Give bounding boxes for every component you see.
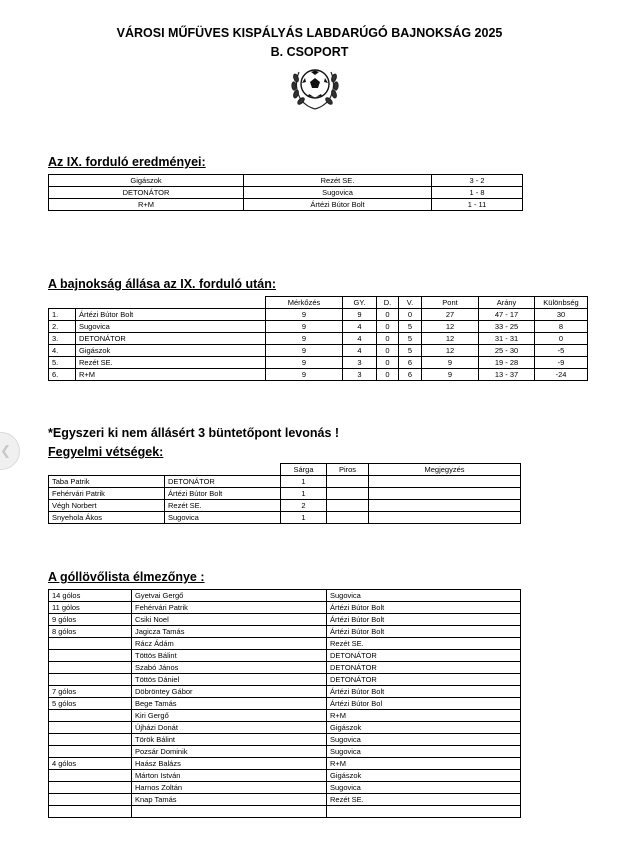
scorers-table <box>48 589 521 818</box>
discipline-row <box>49 476 521 488</box>
goal-difference-cell: -24 <box>535 369 588 381</box>
goal-difference-cell: -9 <box>535 357 588 369</box>
player-cell: Bege Tamás <box>132 698 327 710</box>
team-cell: Sugovica <box>327 782 521 794</box>
red-card-cell <box>327 476 369 488</box>
points-cell: 27 <box>422 309 479 321</box>
draws-cell: 0 <box>377 357 399 369</box>
wins-cell: 4 <box>343 345 377 357</box>
goal-ratio-cell: 47 - 17 <box>479 309 535 321</box>
player-cell: Újházi Donát <box>132 722 327 734</box>
scorer-row <box>49 782 521 794</box>
matches-cell: 9 <box>266 309 343 321</box>
goals-cell: 11 gólos <box>49 602 132 614</box>
losses-cell: 6 <box>399 357 422 369</box>
position-cell: 2. <box>49 321 76 333</box>
position-cell: 4. <box>49 345 76 357</box>
yellow-card-cell: 1 <box>281 512 327 524</box>
note-cell <box>369 476 521 488</box>
goal-difference-cell: 30 <box>535 309 588 321</box>
player-cell: Töttös Bálint <box>132 650 327 662</box>
standings-col-header: D. <box>377 297 399 309</box>
team-cell: DETONÁTOR <box>327 674 521 686</box>
draws-cell: 0 <box>377 333 399 345</box>
wins-cell: 3 <box>343 357 377 369</box>
team-cell: Sugovica <box>327 746 521 758</box>
results-row <box>49 199 523 211</box>
standings-row <box>49 321 588 333</box>
goals-cell <box>49 638 132 650</box>
player-cell: Török Bálint <box>132 734 327 746</box>
losses-cell: 6 <box>399 369 422 381</box>
team-cell: Ártézi Bútor Bolt <box>327 602 521 614</box>
team-cell: R+M <box>327 758 521 770</box>
player-cell: Márton István <box>132 770 327 782</box>
goals-cell: 9 gólos <box>49 614 132 626</box>
yellow-card-cell: 1 <box>281 476 327 488</box>
red-card-cell <box>327 488 369 500</box>
note-cell <box>369 512 521 524</box>
player-cell: Kiri Gergő <box>132 710 327 722</box>
results-row <box>49 175 523 187</box>
losses-cell: 5 <box>399 321 422 333</box>
player-cell: Haász Balázs <box>132 758 327 770</box>
results-heading: Az IX. forduló eredményei: <box>48 155 206 169</box>
red-card-cell <box>327 500 369 512</box>
scorer-row <box>49 686 521 698</box>
discipline-table <box>48 463 521 524</box>
goal-ratio-cell: 31 - 31 <box>479 333 535 345</box>
points-cell: 12 <box>422 345 479 357</box>
scorer-row <box>49 710 521 722</box>
player-cell: Taba Patrik <box>49 476 165 488</box>
team-cell: Ártézi Bútor Bolt <box>327 686 521 698</box>
team-cell: Sugovica <box>76 321 266 333</box>
goals-cell <box>49 806 132 818</box>
red-card-cell <box>327 512 369 524</box>
standings-col-header: Pont <box>422 297 479 309</box>
scorer-row <box>49 650 521 662</box>
team-cell: Ártézi Bútor Bolt <box>327 626 521 638</box>
goal-ratio-cell: 13 - 37 <box>479 369 535 381</box>
player-cell: Fehérvári Patrik <box>132 602 327 614</box>
player-cell: Pozsár Dominik <box>132 746 327 758</box>
scorers-heading: A góllövőlista élmezőnye : <box>48 570 205 584</box>
team-cell: Ártézi Bútor Bolt <box>76 309 266 321</box>
standings-col-header: GY. <box>343 297 377 309</box>
scorer-row <box>49 590 521 602</box>
losses-cell: 0 <box>399 309 422 321</box>
standings-row <box>49 345 588 357</box>
wins-cell: 3 <box>343 369 377 381</box>
away-team-cell: Rezét SE. <box>244 175 432 187</box>
goals-cell <box>49 746 132 758</box>
standings-heading: A bajnokság állása az IX. forduló után: <box>48 277 277 291</box>
team-cell: DETONÁTOR <box>327 662 521 674</box>
team-cell <box>327 806 521 818</box>
player-cell: Szabó János <box>132 662 327 674</box>
player-cell: Végh Norbert <box>49 500 165 512</box>
player-cell: Harnos Zoltán <box>132 782 327 794</box>
goals-cell <box>49 662 132 674</box>
standings-col-header: Mérkőzés <box>266 297 343 309</box>
goal-difference-cell: 0 <box>535 333 588 345</box>
scorer-row <box>49 614 521 626</box>
chevron-left-icon: ❮ <box>0 443 11 458</box>
yellow-card-cell: 2 <box>281 500 327 512</box>
home-team-cell: R+M <box>49 199 244 211</box>
player-cell: Döbröntey Gábor <box>132 686 327 698</box>
discipline-heading: Fegyelmi vétségek: <box>48 445 164 459</box>
standings-table <box>48 296 588 381</box>
goals-cell <box>49 674 132 686</box>
penalty-note: *Egyszeri ki nem állásért 3 büntetőpont levonás ! <box>48 426 340 440</box>
goals-cell <box>49 770 132 782</box>
wins-cell: 4 <box>343 321 377 333</box>
goals-cell <box>49 734 132 746</box>
player-cell <box>132 806 327 818</box>
scorer-row <box>49 626 521 638</box>
team-cell: Ártézi Bútor Bolt <box>165 488 281 500</box>
away-team-cell: Ártézi Bútor Bolt <box>244 199 432 211</box>
player-cell: Rácz Ádám <box>132 638 327 650</box>
standings-col-header: V. <box>399 297 422 309</box>
goal-ratio-cell: 33 - 25 <box>479 321 535 333</box>
home-team-cell: Gigászok <box>49 175 244 187</box>
goal-difference-cell: -5 <box>535 345 588 357</box>
scorer-row <box>49 734 521 746</box>
goals-cell <box>49 710 132 722</box>
scorer-row <box>49 758 521 770</box>
team-cell: Ártézi Bútor Bolt <box>327 614 521 626</box>
team-cell: R+M <box>76 369 266 381</box>
discipline-col-header: Piros <box>327 464 369 476</box>
goals-cell <box>49 722 132 734</box>
losses-cell: 5 <box>399 333 422 345</box>
team-cell: R+M <box>327 710 521 722</box>
scorer-row <box>49 770 521 782</box>
goals-cell: 7 gólos <box>49 686 132 698</box>
discipline-row <box>49 488 521 500</box>
matches-cell: 9 <box>266 357 343 369</box>
discipline-col-header: Megjegyzés <box>369 464 521 476</box>
player-cell: Fehérvári Patrik <box>49 488 165 500</box>
standings-row <box>49 357 588 369</box>
points-cell: 9 <box>422 369 479 381</box>
discipline-row <box>49 500 521 512</box>
player-cell: Jagicza Tamás <box>132 626 327 638</box>
scorer-row <box>49 674 521 686</box>
scorer-row <box>49 602 521 614</box>
team-cell: DETONÁTOR <box>327 650 521 662</box>
scorer-row <box>49 746 521 758</box>
draws-cell: 0 <box>377 321 399 333</box>
losses-cell: 5 <box>399 345 422 357</box>
player-cell: Csiki Noel <box>132 614 327 626</box>
position-cell: 6. <box>49 369 76 381</box>
page-subtitle: B. CSOPORT <box>270 45 349 59</box>
goals-cell: 5 gólos <box>49 698 132 710</box>
standings-col-header: Különbség <box>535 297 588 309</box>
player-cell: Gyetvai Gergő <box>132 590 327 602</box>
position-cell: 5. <box>49 357 76 369</box>
scorer-row <box>49 638 521 650</box>
score-cell: 1 - 11 <box>432 199 523 211</box>
score-cell: 3 - 2 <box>432 175 523 187</box>
scorer-row <box>49 698 521 710</box>
yellow-card-cell: 1 <box>281 488 327 500</box>
points-cell: 12 <box>422 321 479 333</box>
discipline-col-header: Sárga <box>281 464 327 476</box>
team-cell: Sugovica <box>165 512 281 524</box>
matches-cell: 9 <box>266 333 343 345</box>
page-title: VÁROSI MŰFÜVES KISPÁLYÁS LABDARÚGÓ BAJNOKSÁG 2025 <box>116 26 503 40</box>
discipline-row <box>49 512 521 524</box>
goals-cell <box>49 782 132 794</box>
wins-cell: 4 <box>343 333 377 345</box>
goals-cell: 14 gólos <box>49 590 132 602</box>
player-cell: Töttös Dániel <box>132 674 327 686</box>
draws-cell: 0 <box>377 369 399 381</box>
scorer-row <box>49 806 521 818</box>
note-cell <box>369 500 521 512</box>
score-cell: 1 - 8 <box>432 187 523 199</box>
team-cell: Gigászok <box>76 345 266 357</box>
matches-cell: 9 <box>266 345 343 357</box>
team-cell: Ártézi Bútor Bol <box>327 698 521 710</box>
goal-ratio-cell: 19 - 28 <box>479 357 535 369</box>
team-cell: DETONÁTOR <box>165 476 281 488</box>
team-cell: Gigászok <box>327 770 521 782</box>
results-row <box>49 187 523 199</box>
matches-cell: 9 <box>266 369 343 381</box>
points-cell: 12 <box>422 333 479 345</box>
note-cell <box>369 488 521 500</box>
team-cell: DETONÁTOR <box>76 333 266 345</box>
goals-cell <box>49 650 132 662</box>
team-cell: Rezét SE. <box>327 638 521 650</box>
position-cell: 1. <box>49 309 76 321</box>
wins-cell: 9 <box>343 309 377 321</box>
goals-cell <box>49 794 132 806</box>
team-cell: Sugovica <box>327 590 521 602</box>
goal-ratio-cell: 25 - 30 <box>479 345 535 357</box>
team-cell: Sugovica <box>327 734 521 746</box>
away-team-cell: Sugovica <box>244 187 432 199</box>
home-team-cell: DETONÁTOR <box>49 187 244 199</box>
standings-row <box>49 369 588 381</box>
results-table <box>48 174 523 211</box>
standings-row <box>49 333 588 345</box>
matches-cell: 9 <box>266 321 343 333</box>
standings-row <box>49 309 588 321</box>
goals-cell: 8 gólos <box>49 626 132 638</box>
goal-difference-cell: 8 <box>535 321 588 333</box>
scorer-row <box>49 662 521 674</box>
team-cell: Gigászok <box>327 722 521 734</box>
standings-col-header: Arány <box>479 297 535 309</box>
draws-cell: 0 <box>377 309 399 321</box>
scorer-row <box>49 794 521 806</box>
team-cell: Rezét SE. <box>327 794 521 806</box>
previous-page-button[interactable] <box>0 432 20 470</box>
draws-cell: 0 <box>377 345 399 357</box>
player-cell: Knap Tamás <box>132 794 327 806</box>
football-laurel-icon <box>289 62 341 112</box>
team-cell: Rezét SE. <box>165 500 281 512</box>
player-cell: Snyehola Ákos <box>49 512 165 524</box>
goals-cell: 4 gólos <box>49 758 132 770</box>
position-cell: 3. <box>49 333 76 345</box>
team-cell: Rezét SE. <box>76 357 266 369</box>
points-cell: 9 <box>422 357 479 369</box>
scorer-row <box>49 722 521 734</box>
